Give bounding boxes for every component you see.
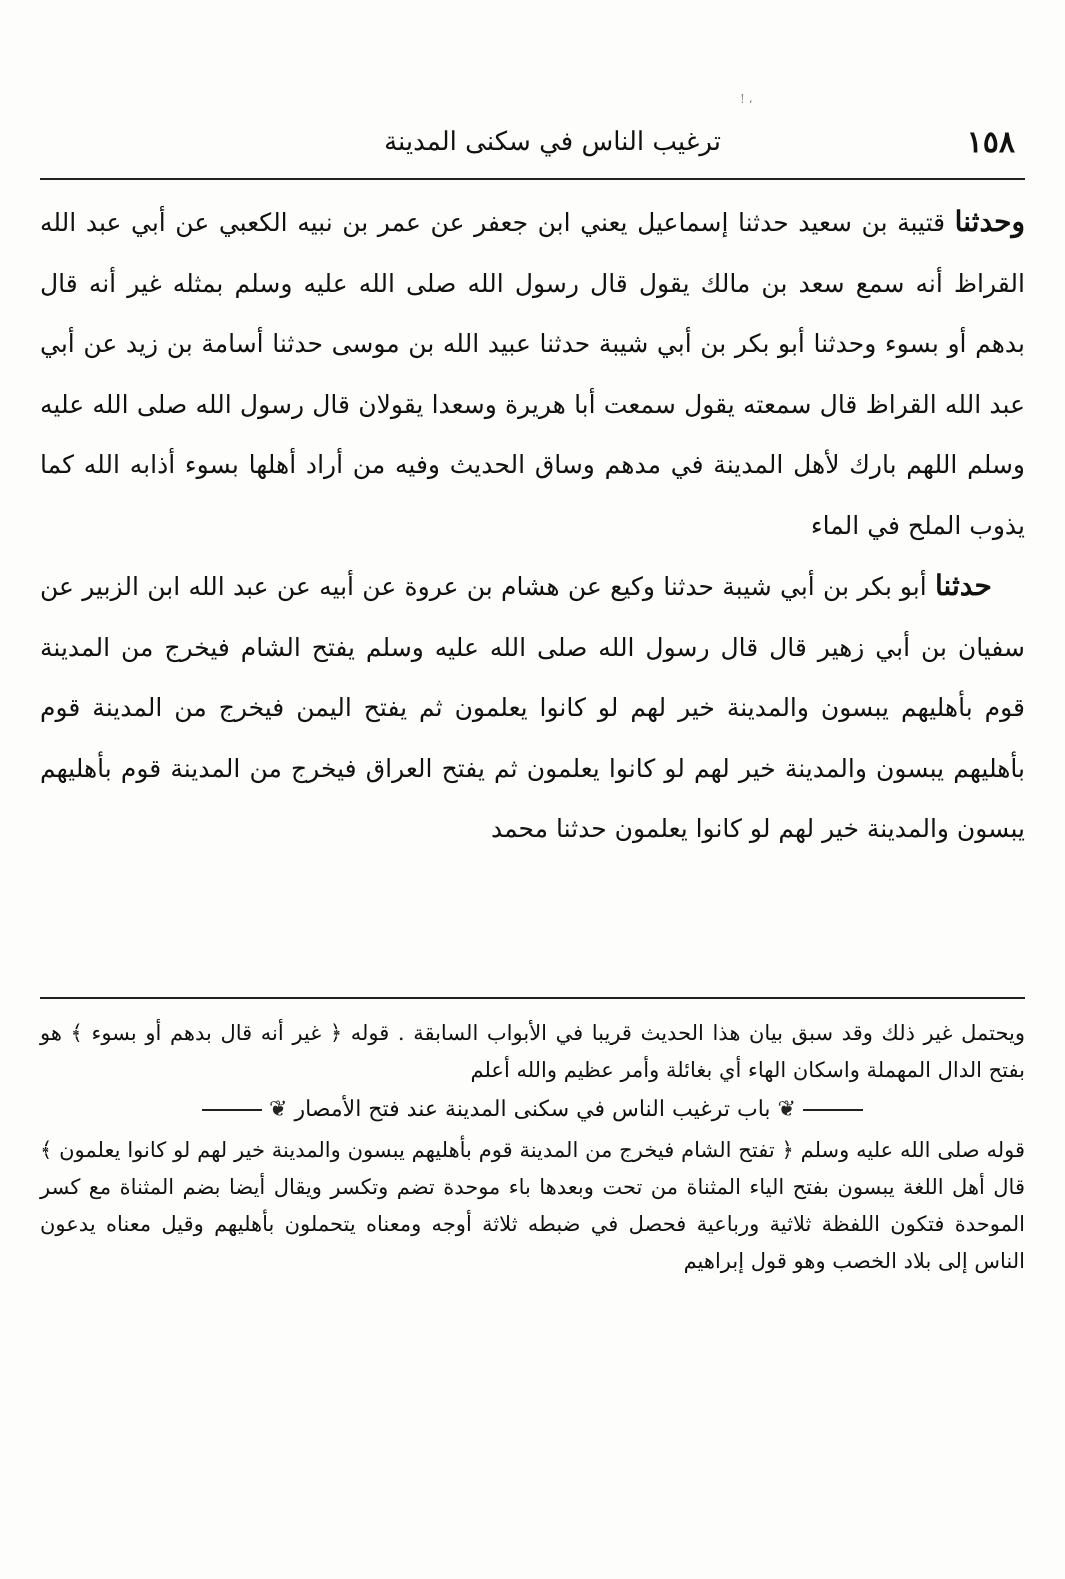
ornament-icon: ❦	[269, 1097, 288, 1122]
header-rule	[40, 178, 1025, 180]
commentary-separator	[40, 997, 1025, 999]
hadith-paragraph	[40, 192, 1025, 556]
page-header	[40, 125, 1015, 175]
commentary-paragraph: ويحتمل غير ذلك وقد سبق بيان هذا الحديث قريبا في الأبواب السابقة . قوله ﴿ غير أنه قال بدهم أو بسوء ﴾ هو بفتح الدال المهملة واسكان الهاء أي بغائلة وأمر عظيم والله أعلم	[40, 1021, 1025, 1082]
hadith-marker: حدثنا	[935, 569, 992, 602]
dash-decoration	[202, 1109, 262, 1111]
chapter-heading	[40, 1091, 1025, 1128]
hadith-body: أبو بكر بن أبي شيبة حدثنا وكيع عن هشام بن عروة عن أبيه عن عبد الله ابن الزبير عن سفيان بن أبي زهير قال قال رسول الله صلى الله عليه وسلم يفتح الشام فيخرج من المدينة قوم بأهليهم يبسون والمدينة خير لهم لو كانوا يعلمون ثم يفتح اليمن فيخرج من المدينة قوم بأهليهم يبسون والمدينة خير لهم لو كانوا يعلمون ثم يفتح العراق فيخرج من المدينة قوم بأهليهم يبسون والمدينة خير لهم لو كانوا يعلمون حدثنا محمد	[40, 572, 1025, 843]
chapter-title: باب ترغيب الناس في سكنى المدينة عند فتح الأمصار	[294, 1097, 771, 1122]
hadith-paragraph	[40, 556, 1025, 860]
commentary	[40, 1015, 1025, 1280]
commentary-paragraph: قوله صلى الله عليه وسلم ﴿ تفتح الشام فيخرج من المدينة قوم بأهليهم يبسون والمدينة خير لهم لو كانوا يعلمون ﴾ قال أهل اللغة يبسون بفتح الياء المثناة من تحت وبعدها باء موحدة تضم وتكسر ويقال أيضا بضم المثناة مع كسر الموحدة فتكون اللفظة ثلاثية ورباعية فحصل في ضبطه ثلاثة أوجه ومعناه يتحملون بأهليهم وقيل معناه يدعون الناس إلى بلاد الخصب وهو قول إبراهيم	[40, 1138, 1025, 1273]
hadith-body: قتيبة بن سعيد حدثنا إسماعيل يعني ابن جعفر عن عمر بن نبيه الكعبي عن أبي عبد الله القراظ أنه سمع سعد بن مالك يقول قال رسول الله صلى الله عليه وسلم بمثله غير أنه قال بدهم أو بسوء وحدثنا أبو بكر بن أبي شيبة حدثنا عبيد الله بن موسى حدثنا أسامة بن زيد عن أبي عبد الله القراظ قال سمعته يقول سمعت أبا هريرة وسعدا يقولان قال رسول الله صلى الله عليه وسلم اللهم بارك لأهل المدينة في مدهم وساق الحديث وفيه من أراد أهلها بسوء أذابه الله كما يذوب الملح في الماء	[40, 208, 1025, 540]
ornament-icon: ❦	[777, 1097, 796, 1122]
stray-print-mark: ! ،	[740, 92, 753, 106]
dash-decoration	[803, 1109, 863, 1111]
hadith-text	[40, 192, 1025, 860]
hadith-marker: وحدثنا	[954, 205, 1025, 238]
running-title: ترغيب الناس في سكنى المدينة	[384, 127, 721, 157]
page-number: ١٥٨	[966, 125, 1015, 160]
